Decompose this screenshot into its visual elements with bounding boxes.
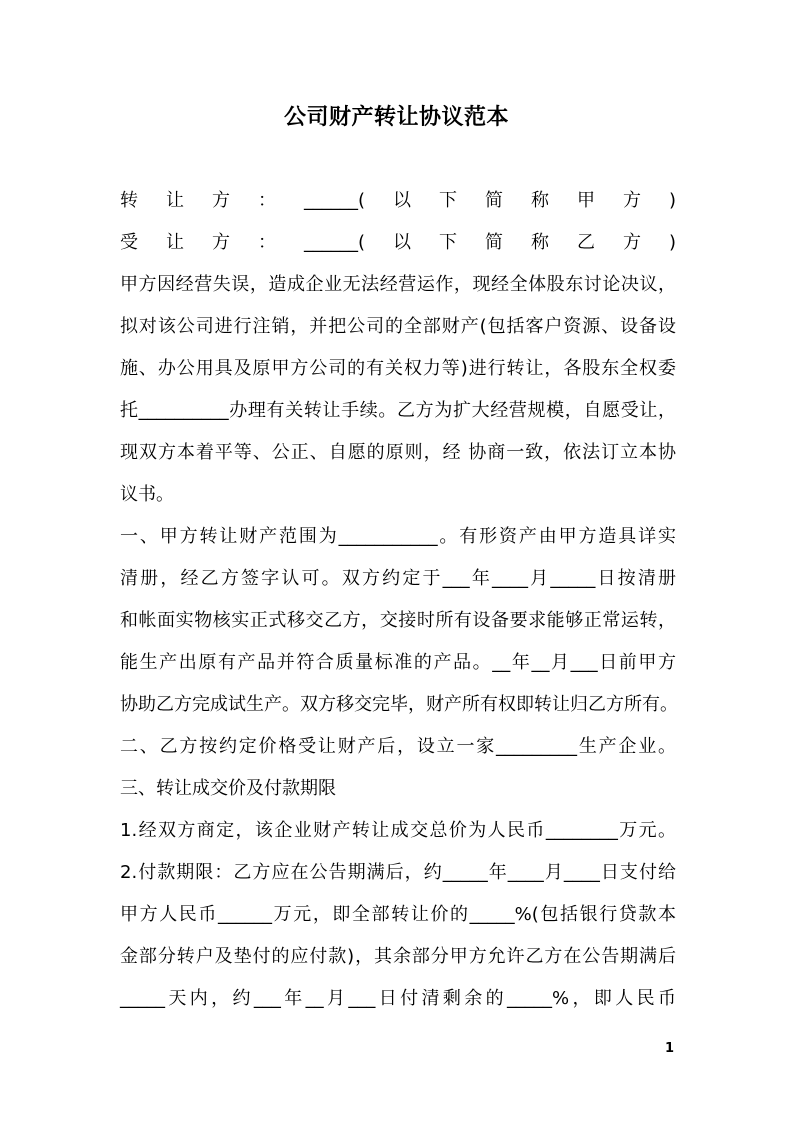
paragraph-line: 三、转让成交价及付款期限 [120, 778, 336, 799]
paragraph-line: 协助乙方完成试生产。双方移交完毕，财产所有权即转让归乙方所有。 [120, 694, 678, 715]
paragraph-line: 和帐面实物核实正式移交乙方，交接时所有设备要求能够正常运转， [120, 610, 676, 631]
paragraph-line: 金部分转户及垫付的应付款)，其余部分甲方允许乙方在公告期满后 [120, 946, 676, 967]
paragraph-line: 现双方本着平等、公正、自愿的原则，经 协商一致，依法订立本协 [120, 442, 676, 463]
paragraph-line: _____天内，约___年__月___日付清剩余的_____%，即人民币 [120, 988, 676, 1009]
paragraph-line: 受让方：______(以下简称乙方) [120, 232, 676, 253]
paragraph-line: 二、乙方按约定价格受让财产后，设立一家_________生产企业。 [120, 736, 676, 757]
page-number: 1 [664, 1041, 674, 1056]
paragraph-line: 2.付款期限：乙方应在公告期满后，约_____年____月____日支付给 [120, 862, 676, 883]
document-title: 公司财产转让协议范本 [283, 105, 509, 130]
paragraph-line: 能生产出原有产品并符合质量标准的产品。__年__月___日前甲方 [120, 652, 676, 673]
paragraph-line: 转让方：______(以下简称甲方) [120, 190, 676, 211]
paragraph-line: 议书。 [120, 484, 174, 505]
paragraph-line: 清册，经乙方签字认可。双方约定于___年____月_____日按清册 [120, 568, 676, 589]
paragraph-line: 1.经双方商定，该企业财产转让成交总价为人民币________万元。 [120, 820, 676, 841]
paragraph-line: 托__________办理有关转让手续。乙方为扩大经营规模，自愿受让， [120, 400, 676, 421]
paragraph-line: 甲方因经营失误，造成企业无法经营运作，现经全体股东讨论决议， [120, 274, 676, 295]
paragraph-line: 拟对该公司进行注销，并把公司的全部财产(包括客户资源、设备设 [120, 316, 676, 337]
paragraph-line: 施、办公用具及原甲方公司的有关权力等)进行转让，各股东全权委 [120, 358, 676, 379]
paragraph-line: 一、甲方转让财产范围为___________。有形资产由甲方造具详实 [120, 526, 676, 547]
paragraph-line: 甲方人民币______万元，即全部转让价的_____%(包括银行贷款本 [120, 904, 676, 925]
document-body [120, 180, 676, 1020]
